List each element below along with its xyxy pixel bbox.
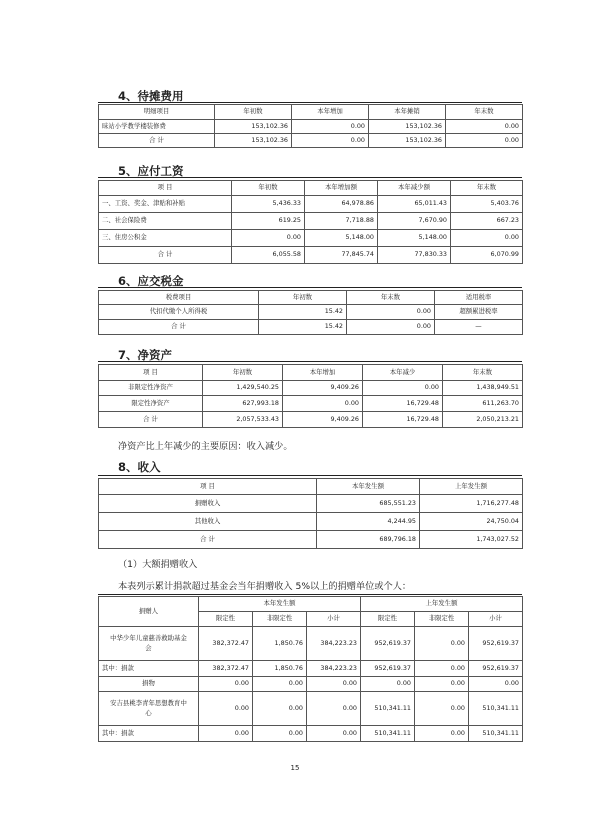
column-subheader: 非限定性 [253, 612, 307, 627]
table-cell: 510,341.11 [469, 692, 523, 726]
table-row [99, 661, 523, 677]
table-cell: 15.42 [259, 320, 347, 335]
table-row [99, 396, 523, 412]
large-donations-subtitle: （1）大额捐赠收入 [118, 559, 198, 570]
table-cell: 0.00 [415, 627, 469, 661]
column-header: 年末数 [347, 291, 435, 305]
table-cell: 77,830.33 [378, 247, 451, 264]
donor-name: 其中：捐款 [99, 661, 199, 677]
table-cell: 0.00 [199, 726, 253, 742]
column-header: 年初数 [215, 105, 292, 120]
row-label: 合 计 [99, 531, 317, 549]
table-header-row [99, 181, 523, 196]
table-cell: 0.00 [415, 726, 469, 742]
table-cell: 0.00 [307, 677, 361, 692]
column-header: 年初数 [203, 365, 283, 381]
table-cell: 0.00 [415, 661, 469, 677]
table-row [99, 213, 523, 230]
row-label: 合 计 [99, 412, 203, 428]
table-cell: 1,429,540.25 [203, 381, 283, 396]
column-header: 本年增加 [283, 365, 363, 381]
column-header: 上年发生额 [420, 479, 523, 495]
table-cell: 16,729.48 [363, 412, 443, 428]
table-cell: 0.00 [292, 120, 369, 134]
taxes-payable-table [98, 290, 523, 335]
table-cell: 619.25 [232, 213, 305, 230]
header-current-year: 本年发生额 [199, 597, 361, 612]
table-row [99, 381, 523, 396]
column-header: 明细项目 [99, 105, 215, 120]
table-row [99, 412, 523, 428]
section-title-taxes-payable: 6、应交税金 [118, 274, 184, 288]
column-subheader: 非限定性 [415, 612, 469, 627]
row-label: 其他收入 [99, 513, 317, 531]
table-row [99, 531, 523, 549]
table-cell: 384,223.23 [307, 627, 361, 661]
table-cell: 1,850.76 [253, 661, 307, 677]
table-cell: 6,070.99 [451, 247, 523, 264]
table-cell: 0.00 [363, 381, 443, 396]
table-cell: 0.00 [469, 677, 523, 692]
column-header: 适用税率 [435, 291, 523, 305]
table-cell: 0.00 [451, 230, 523, 247]
column-header: 年末数 [451, 181, 523, 196]
column-header: 项 目 [99, 479, 317, 495]
table-row [99, 677, 523, 692]
table-cell: 超额累进税率 [435, 305, 523, 320]
row-label: 昧站小学教学楼装修费 [99, 120, 215, 134]
section-title-prepaid-expenses: 4、待摊费用 [118, 89, 184, 103]
table-cell: 382,372.47 [199, 627, 253, 661]
table-cell: 510,341.11 [361, 692, 415, 726]
section-title-net-assets: 7、净资产 [118, 348, 173, 362]
column-header: 年初数 [259, 291, 347, 305]
column-header: 年末数 [443, 365, 523, 381]
row-label: 合 计 [99, 320, 259, 335]
row-label: 合 计 [99, 247, 232, 264]
section-divider [98, 475, 522, 476]
table-row [99, 513, 523, 531]
donor-name: 中华少年儿童慈善救助基金会 [99, 627, 199, 661]
large-donations-table [98, 596, 523, 742]
wages-payable-table [98, 180, 523, 264]
table-row [99, 120, 523, 134]
row-label: 一、工资、奖金、津贴和补贴 [99, 196, 232, 213]
column-header: 本年摊销 [369, 105, 446, 120]
table-cell: — [435, 320, 523, 335]
row-label: 代扣代缴个人所得税 [99, 305, 259, 320]
header-previous-year: 上年发生额 [361, 597, 523, 612]
section-title-wages-payable: 5、应付工资 [118, 164, 184, 178]
row-label: 限定性净资产 [99, 396, 203, 412]
table-cell: 0.00 [446, 120, 523, 134]
row-label: 非限定性净资产 [99, 381, 203, 396]
table-cell: 0.00 [253, 692, 307, 726]
table-cell: 65,011.43 [378, 196, 451, 213]
row-label: 三、住房公积金 [99, 230, 232, 247]
table-cell: 0.00 [292, 134, 369, 148]
table-cell: 0.00 [415, 692, 469, 726]
table-row [99, 627, 523, 661]
table-cell: 0.00 [446, 134, 523, 148]
row-label: 二、社会保险费 [99, 213, 232, 230]
table-row [99, 305, 523, 320]
table-row [99, 726, 523, 742]
column-header: 项 目 [99, 365, 203, 381]
table-header-row [99, 479, 523, 495]
table-cell: 1,716,277.48 [420, 495, 523, 513]
table-cell: 0.00 [253, 677, 307, 692]
section-divider [98, 287, 522, 288]
table-cell: 4,244.95 [317, 513, 420, 531]
table-row [99, 495, 523, 513]
table-cell: 153,102.36 [215, 120, 292, 134]
table-cell: 0.00 [253, 726, 307, 742]
table-header-row [99, 291, 523, 305]
table-cell: 952,619.37 [469, 627, 523, 661]
table-cell: 1,850.76 [253, 627, 307, 661]
table-cell: 6,055.58 [232, 247, 305, 264]
table-cell: 2,057,533.43 [203, 412, 283, 428]
column-subheader: 限定性 [361, 612, 415, 627]
table-cell: 24,750.04 [420, 513, 523, 531]
table-row [99, 247, 523, 264]
prepaid-expenses-table [98, 104, 523, 148]
table-cell: 0.00 [361, 677, 415, 692]
table-cell: 667.23 [451, 213, 523, 230]
net-assets-note: 净资产比上年减少的主要原因：收入减少。 [118, 441, 293, 452]
table-cell: 952,619.37 [469, 661, 523, 677]
section-divider [98, 102, 522, 103]
net-assets-table [98, 364, 523, 428]
table-cell: 1,743,027.52 [420, 531, 523, 549]
table-cell: 952,619.37 [361, 627, 415, 661]
income-table [98, 478, 523, 549]
table-cell: 1,438,949.51 [443, 381, 523, 396]
section-divider [98, 361, 522, 362]
table-row [99, 230, 523, 247]
row-label: 合 计 [99, 134, 215, 148]
table-cell: 15.42 [259, 305, 347, 320]
table-cell: 5,148.00 [305, 230, 378, 247]
table-cell: 153,102.36 [215, 134, 292, 148]
column-subheader: 小计 [307, 612, 361, 627]
table-cell: 689,796.18 [317, 531, 420, 549]
section-title-income: 8、收入 [118, 460, 161, 474]
column-header: 本年减少额 [378, 181, 451, 196]
section-divider [98, 177, 522, 178]
column-header: 年末数 [446, 105, 523, 120]
table-header-row [99, 105, 523, 120]
table-cell: 7,670.90 [378, 213, 451, 230]
row-label: 捐赠收入 [99, 495, 317, 513]
header-donor: 捐赠人 [99, 597, 199, 627]
column-header: 本年发生额 [317, 479, 420, 495]
table-cell: 0.00 [307, 692, 361, 726]
table-row [99, 196, 523, 213]
table-cell: 5,436.33 [232, 196, 305, 213]
table-cell: 153,102.36 [369, 120, 446, 134]
large-donations-note: 本表列示累计捐款超过基金会当年捐赠收入 5%以上的捐赠单位或个人： [118, 581, 412, 592]
column-subheader: 限定性 [199, 612, 253, 627]
table-cell: 7,718.88 [305, 213, 378, 230]
table-cell: 382,372.47 [199, 661, 253, 677]
table-cell: 9,409.26 [283, 381, 363, 396]
table-row [99, 134, 523, 148]
donor-name: 其中：捐款 [99, 726, 199, 742]
column-header: 项 目 [99, 181, 232, 196]
table-cell: 0.00 [199, 692, 253, 726]
table-cell: 5,148.00 [378, 230, 451, 247]
donor-name: 捐物 [99, 677, 199, 692]
table-cell: 153,102.36 [369, 134, 446, 148]
table-cell: 510,341.11 [361, 726, 415, 742]
table-cell: 0.00 [232, 230, 305, 247]
table-cell: 0.00 [283, 396, 363, 412]
table-cell: 627,993.18 [203, 396, 283, 412]
table-cell: 0.00 [199, 677, 253, 692]
page-number: 15 [290, 764, 300, 772]
table-cell: 5,403.76 [451, 196, 523, 213]
table-row [99, 692, 523, 726]
table-cell: 0.00 [347, 305, 435, 320]
column-header: 本年增加额 [305, 181, 378, 196]
table-cell: 611,263.70 [443, 396, 523, 412]
table-cell: 384,223.23 [307, 661, 361, 677]
section-divider [98, 594, 522, 595]
table-cell: 2,050,213.21 [443, 412, 523, 428]
table-cell: 16,729.48 [363, 396, 443, 412]
donor-name: 安吉县桃李青年思想教育中心 [99, 692, 199, 726]
table-cell: 0.00 [347, 320, 435, 335]
column-header: 本年增加 [292, 105, 369, 120]
column-subheader: 小计 [469, 612, 523, 627]
table-cell: 77,845.74 [305, 247, 378, 264]
column-header: 本年减少 [363, 365, 443, 381]
table-cell: 64,978.86 [305, 196, 378, 213]
column-header: 年初数 [232, 181, 305, 196]
table-cell: 0.00 [415, 677, 469, 692]
table-header-row [99, 365, 523, 381]
table-cell: 0.00 [307, 726, 361, 742]
table-cell: 9,409.26 [283, 412, 363, 428]
column-header: 税费项目 [99, 291, 259, 305]
table-cell: 952,619.37 [361, 661, 415, 677]
table-cell: 685,551.23 [317, 495, 420, 513]
table-cell: 510,341.11 [469, 726, 523, 742]
table-row [99, 320, 523, 335]
